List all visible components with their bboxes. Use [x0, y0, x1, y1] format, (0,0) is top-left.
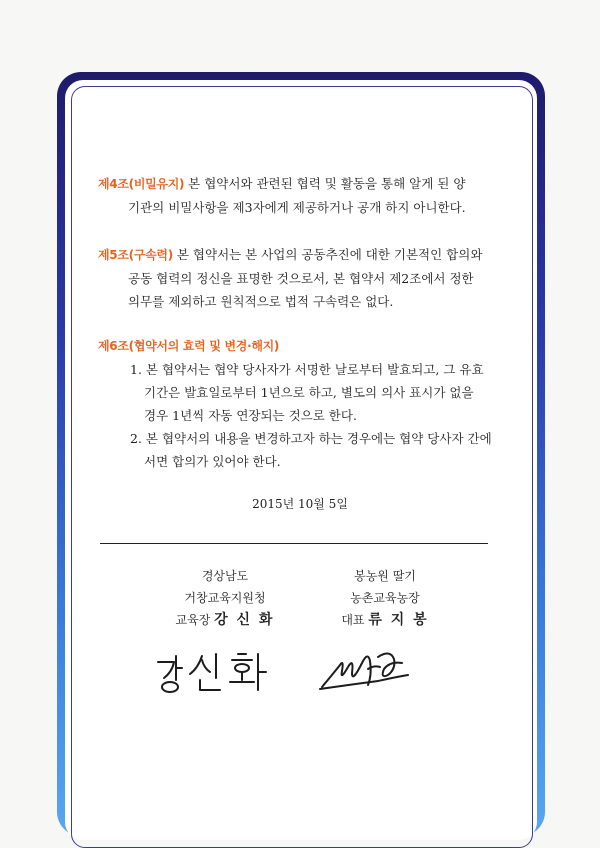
party-1-name: 강 신 화: [214, 612, 275, 628]
party-1-org-line-1: 경상남도: [201, 569, 249, 583]
article-6-item-1: [98, 358, 500, 427]
party-2-org-line-2: 농촌교육농장: [350, 591, 420, 605]
article-6-item-2-line-2: 서면 합의가 있어야 한다.: [144, 454, 281, 469]
article-5-line-1: [98, 243, 500, 267]
party-2-title-line: [300, 609, 470, 631]
article-6-item-1-line-3: 경우 1년씩 자동 연장되는 것으로 한다.: [144, 408, 357, 423]
article-6-item-2: [98, 427, 500, 473]
article-6-item-1-line-2: 기간은 발효일로부터 1년으로 하고, 별도의 의사 표시가 없을: [144, 385, 474, 400]
article-4: [98, 172, 500, 219]
party-2-role: 대표: [341, 613, 365, 627]
party-2-org-line-1: 봉농원 딸기: [354, 569, 416, 583]
party-1-signature: [150, 648, 275, 696]
article-5: [98, 243, 500, 313]
article-5-text-3: 의무를 제외하고 원칙적으로 법적 구속력은 없다.: [128, 294, 394, 309]
article-4-text-2: 기관의 비밀사항을 제3자에게 제공하거나 공개 하지 아니한다.: [128, 200, 466, 215]
party-1-title-line: [140, 609, 310, 631]
party-2-block: [300, 565, 470, 631]
party-2-name: 류 지 봉: [368, 612, 429, 628]
article-4-text-1: 본 협약서와 관련된 협력 및 활동을 통해 알게 된 양: [184, 176, 466, 191]
article-5-text-1: 본 협약서는 본 사업의 공동추진에 대한 기본적인 합의와: [172, 247, 483, 262]
article-4-title: 제4조(비밀유지): [98, 177, 185, 191]
article-6: [98, 335, 500, 473]
party-1-role: 교육장: [175, 613, 211, 627]
article-6-item-1-line-1: 1. 본 협약서는 협약 당사자가 서명한 날로부터 발효되고, 그 유효: [130, 362, 484, 377]
party-1-org-line-2: 거창교육지원청: [184, 591, 266, 605]
article-6-item-2-line-1: 2. 본 협약서의 내용을 변경하고자 하는 경우에는 협약 당사자 간에: [130, 431, 492, 446]
article-5-title: 제5조(구속력): [98, 248, 173, 262]
article-4-line-1: [98, 172, 500, 196]
agreement-date: 2015년 10월 5일: [252, 497, 348, 511]
signature-divider: [100, 543, 488, 544]
article-6-title: 제6조(협약서의 효력 및 변경·해지): [98, 339, 280, 353]
party-1-block: [140, 565, 310, 631]
article-5-text-2: 공동 협력의 정신을 표명한 것으로서, 본 협약서 제2조에서 정한: [128, 271, 474, 286]
party-2-signature: [318, 645, 428, 695]
